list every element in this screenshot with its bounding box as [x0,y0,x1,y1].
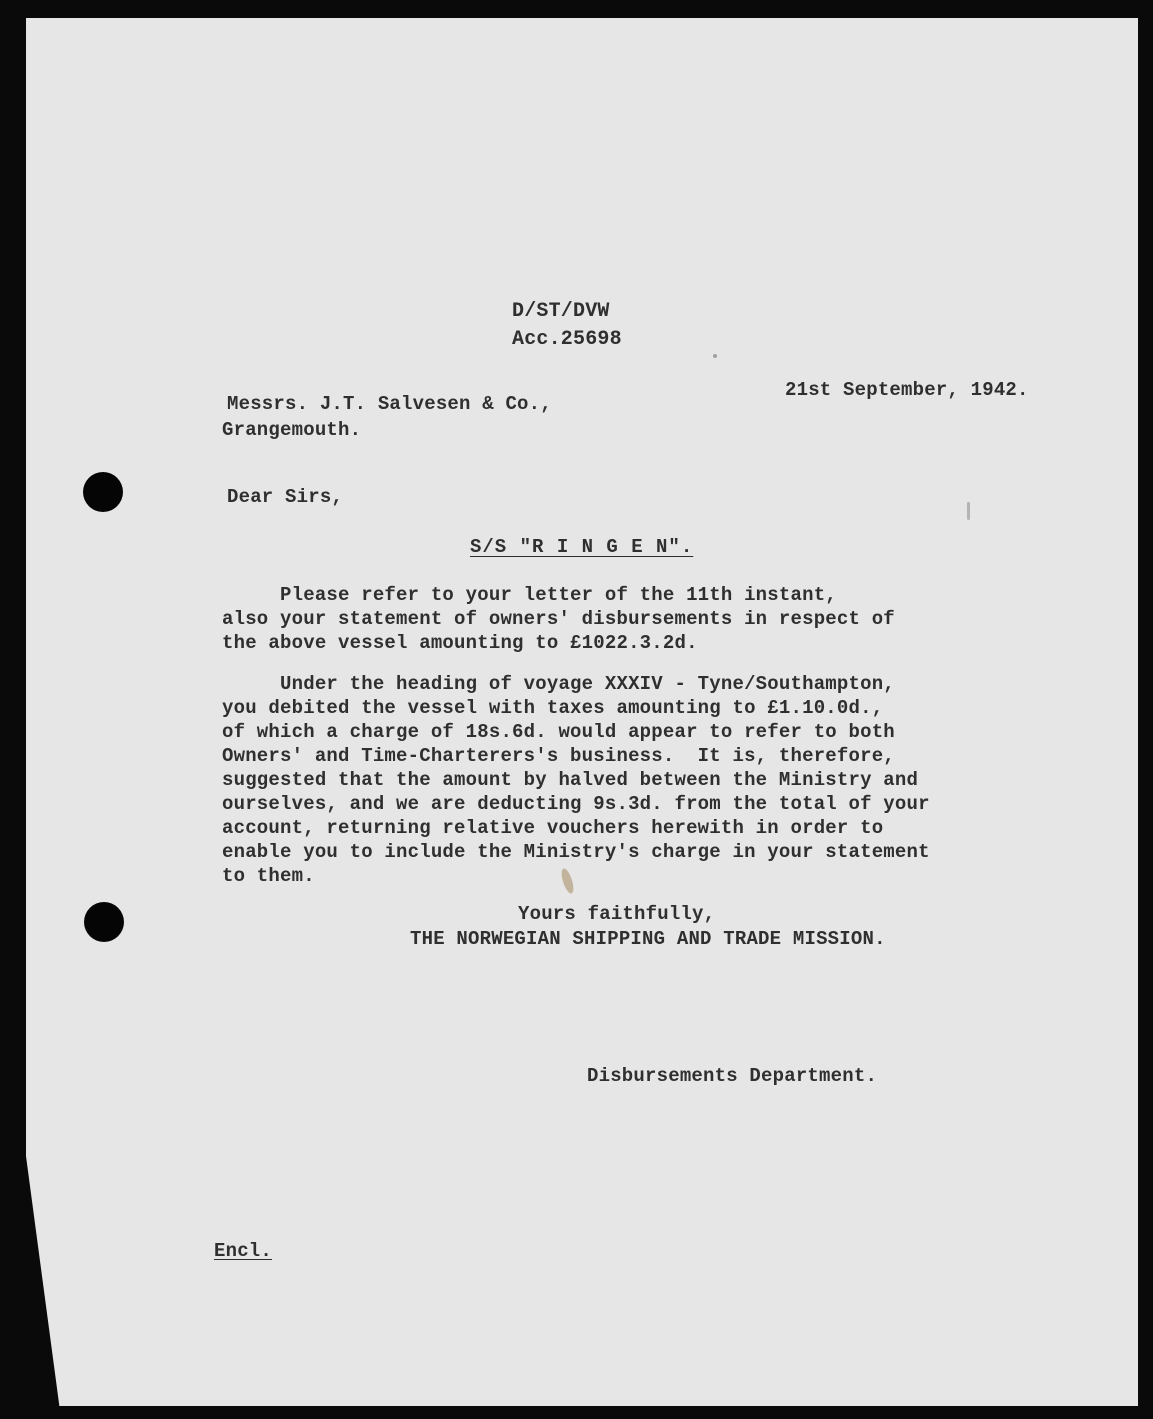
paragraph2-line: Owners' and Time-Charterers's business. It is, therefore, [222,745,895,767]
paragraph1-line: Please refer to your letter of the 11th instant, [222,584,837,606]
signature-organisation: THE NORWEGIAN SHIPPING AND TRADE MISSION. [410,928,886,950]
subject-line: S/S "R I N G E N". [470,536,694,558]
paragraph2-line: account, returning relative vouchers herewith in order to [222,817,884,839]
paragraph2-line: enable you to include the Ministry's charge in your statement [222,841,930,863]
punch-hole-top [83,472,123,512]
reference-code: D/ST/DVW [512,300,610,323]
addressee-name: Messrs. J.T. Salvesen & Co., [227,393,552,415]
paragraph2-line: of which a charge of 18s.6d. would appear to refer to both [222,721,895,743]
enclosure-note: Encl. [214,1240,273,1262]
account-number: Acc.25698 [512,328,622,351]
department: Disbursements Department. [587,1065,878,1087]
paragraph1-line: also your statement of owners' disbursements in respect of [222,608,895,630]
paragraph2-line: to them. [222,865,315,887]
salutation: Dear Sirs, [227,486,344,508]
paragraph2-line: you debited the vessel with taxes amounting to £1.10.0d., [222,697,884,719]
paragraph2-line: suggested that the amount by halved between the Ministry and [222,769,919,791]
paper-speck [967,502,970,520]
paper-speck [713,354,717,358]
letter-date: 21st September, 1942. [785,379,1029,401]
addressee-town: Grangemouth. [222,419,362,441]
paragraph2-line: Under the heading of voyage XXXIV - Tyne/Southampton, [222,673,895,695]
paragraph1-line: the above vessel amounting to £1022.3.2d. [222,632,698,654]
punch-hole-bottom [84,902,124,942]
paragraph2-line: ourselves, and we are deducting 9s.3d. from the total of your [222,793,930,815]
closing: Yours faithfully, [518,903,716,925]
